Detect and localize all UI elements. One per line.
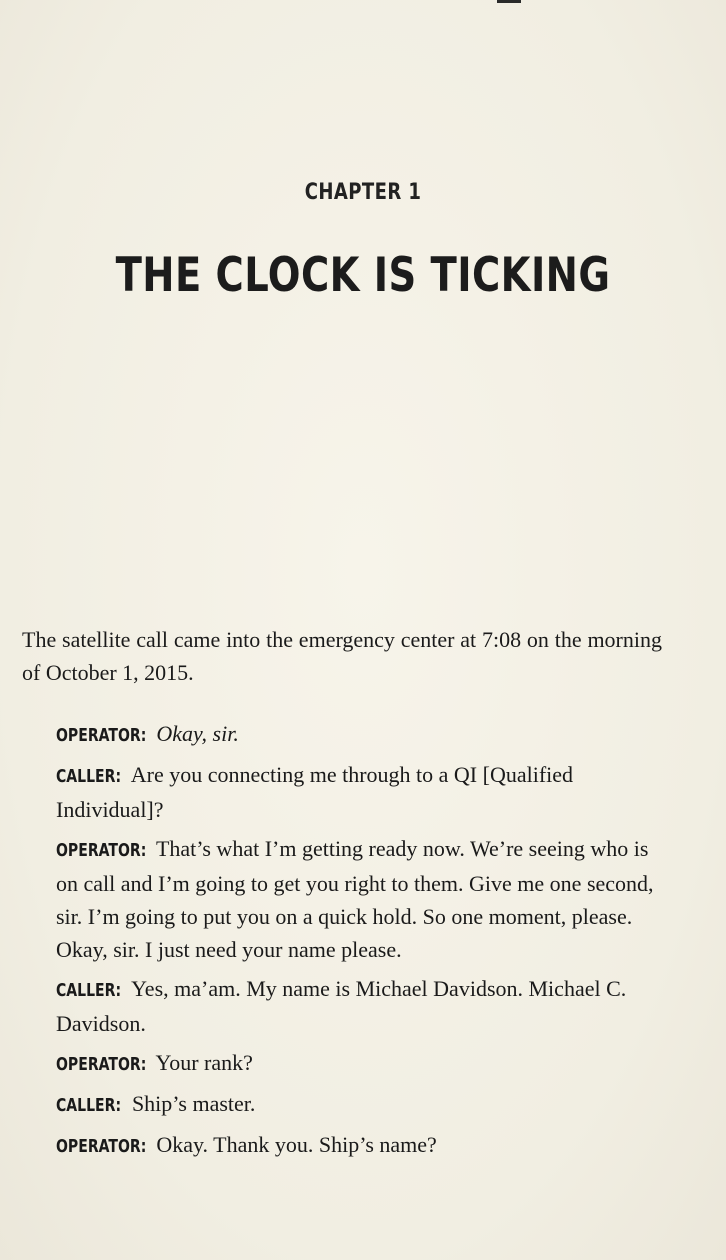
transcript-line [56, 1087, 656, 1122]
speech-text: Are you connecting me through to a QI [Qualified Individual]? [56, 762, 574, 822]
transcript-line [56, 717, 656, 752]
speaker-label: CALLER: [56, 766, 122, 787]
speech-text: Ship’s master. [131, 1091, 256, 1116]
speaker-label: OPERATOR: [56, 840, 147, 861]
transcript-line [56, 1046, 656, 1081]
transcript-line [56, 758, 656, 826]
chapter-label: CHAPTER 1 [304, 180, 422, 205]
speaker-label: CALLER: [56, 1095, 122, 1116]
speaker-label: CALLER: [56, 980, 122, 1001]
chapter-title: THE CLOCK IS TICKING [115, 248, 611, 303]
speech-text: Your rank? [155, 1050, 253, 1075]
speech-text: That’s what I’m getting ready now. We’re seeing who is on call and I’m going to get you right to them. Give me one second, sir. I’m going to put you on a quick hold. So one moment, please. Okay, sir. I just need your name please. [56, 836, 654, 962]
speech-text: Okay. Thank you. Ship’s name? [156, 1132, 437, 1157]
transcript-line [56, 832, 656, 966]
speaker-label: OPERATOR: [56, 725, 147, 746]
page-edge-mark [497, 0, 521, 3]
speech-text: Okay, sir. [156, 721, 239, 746]
speaker-label: OPERATOR: [56, 1054, 147, 1075]
speaker-label: OPERATOR: [56, 1136, 147, 1157]
transcript-line [56, 972, 656, 1040]
speech-text: Yes, ma’am. My name is Michael Davidson. Michael C. Davidson. [56, 976, 627, 1036]
transcript-line [56, 1128, 656, 1163]
intro-paragraph: The satellite call came into the emergency center at 7:08 on the morning of October 1, 2015. [22, 627, 662, 685]
call-transcript [56, 717, 656, 1169]
